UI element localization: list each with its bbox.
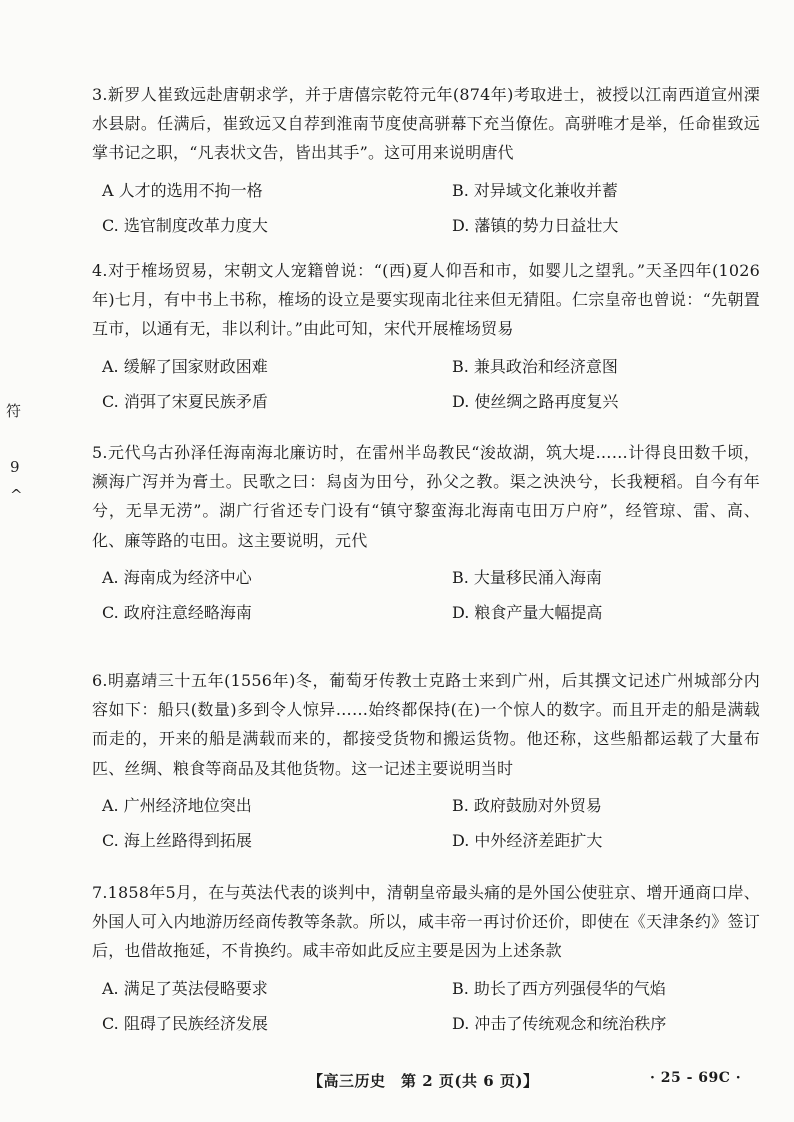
question-6	[92, 666, 760, 858]
question-3	[92, 80, 760, 243]
question-stem: 7.1858年5月，在与英法代表的谈判中，清朝皇帝最头痛的是外国公使驻京、增开通商口岸、外国人可入内地游历经商传教等条款。所以，咸丰帝一再讨价还价，即使在《天津条约》签订后，也借故拖延，不肯换约。咸丰帝如此反应主要是因为上述条款	[92, 883, 760, 961]
option-a[interactable]: A. 海南成为经济中心	[102, 567, 252, 587]
option-b[interactable]: B. 助长了西方列强侵华的气焰	[452, 978, 666, 998]
options	[92, 173, 760, 243]
option-c[interactable]: C. 海上丝路得到拓展	[102, 830, 252, 850]
margin-mark-1: 符	[6, 402, 22, 420]
options	[92, 349, 760, 419]
exam-code: · 25 - 69C ·	[650, 1070, 742, 1086]
option-c[interactable]: C. 阻碍了民族经济发展	[102, 1013, 268, 1033]
question-stem: 3.新罗人崔致远赴唐朝求学，并于唐僖宗乾符元年(874年)考取进士，被授以江南西道宣州溧水县尉。任满后，崔致远又自荐到淮南节度使高骈幕下充当僚佐。高骈唯才是举，任命崔致远掌书记之职，“凡表状文告，皆出其手”。这可用来说明唐代	[92, 85, 760, 163]
option-b[interactable]: B. 大量移民涌入海南	[452, 567, 602, 587]
question-4	[92, 256, 760, 419]
margin-mark-2: 9	[10, 458, 20, 476]
option-d[interactable]: D. 冲击了传统观念和统治秩序	[452, 1013, 667, 1033]
options	[92, 788, 760, 858]
option-a[interactable]: A 人才的选用不拘一格	[102, 180, 263, 200]
question-stem: 6.明嘉靖三十五年(1556年)冬，葡萄牙传教士克路士来到广州，后其撰文记述广州城部分内容如下：船只(数量)多到令人惊异……始终都保持(在)一个惊人的数字。而且开走的船是满载而走的，开来的船是满载而来的，都接受货物和搬运货物。他还称，这些船都运载了大量布匹、丝绸、粮食等商品及其他货物。这一记述主要说明当时	[92, 671, 760, 778]
option-c[interactable]: C. 政府注意经略海南	[102, 602, 252, 622]
page-footer-title: 【高三历史 第 2 页(共 6 页)】	[308, 1072, 539, 1090]
option-a[interactable]: A. 缓解了国家财政困难	[102, 356, 268, 376]
question-stem: 4.对于榷场贸易，宋朝文人宠籍曾说：“(西)夏人仰吾和市，如婴儿之望乳。”天圣四年(1026年)七月，有中书上书称，榷场的设立是要实现南北往来但无猜阻。仁宗皇帝也曾说：“先朝置互市，以通有无，非以利计。”由此可知，宋代开展榷场贸易	[92, 261, 760, 339]
option-b[interactable]: B. 对异域文化兼收并蓄	[452, 180, 618, 200]
option-c[interactable]: C. 消弭了宋夏民族矛盾	[102, 391, 268, 411]
option-b[interactable]: B. 政府鼓励对外贸易	[452, 795, 602, 815]
option-a[interactable]: A. 广州经济地位突出	[102, 795, 252, 815]
question-stem: 5.元代乌古孙泽任海南海北廉访时，在雷州半岛教民“浚故湖，筑大堤……计得良田数千顷，濒海广泻并为膏土。民歌之曰：舄卤为田兮，孙父之教。渠之泱泱兮，长我粳稻。自今有年兮，无旱无涝”。湖广行省还专门设有“镇守黎蛮海北海南屯田万户府”，经管琼、雷、高、化、廉等路的屯田。这主要说明，元代	[92, 443, 760, 550]
option-b[interactable]: B. 兼具政治和经济意图	[452, 356, 618, 376]
question-5	[92, 438, 760, 630]
options	[92, 560, 760, 630]
question-7	[92, 878, 760, 1041]
margin-mark-3: ^	[10, 486, 23, 504]
option-d[interactable]: D. 粮食产量大幅提高	[452, 602, 603, 622]
option-a[interactable]: A. 满足了英法侵略要求	[102, 978, 268, 998]
option-d[interactable]: D. 中外经济差距扩大	[452, 830, 603, 850]
option-d[interactable]: D. 藩镇的势力日益壮大	[452, 215, 619, 235]
option-d[interactable]: D. 使丝绸之路再度复兴	[452, 391, 619, 411]
options	[92, 971, 760, 1041]
option-c[interactable]: C. 选官制度改革力度大	[102, 215, 268, 235]
